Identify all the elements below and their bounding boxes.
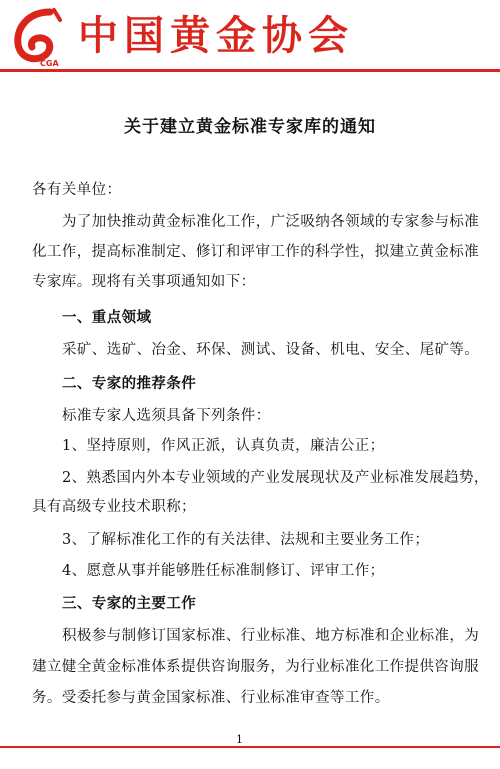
intro-line-1: 为了加快推动黄金标准化工作，广泛吸纳各领域的专家参与标准: [62, 214, 480, 230]
section-3-line-2: 建立健全黄金标准体系提供咨询服务，为行业标准化工作提供咨询服: [32, 659, 479, 675]
intro-line-3: 专家库。现将有关事项通知如下：: [32, 274, 256, 290]
section-2-item-2-line-2: 具有高级专业技术职称；: [32, 499, 196, 515]
footer-rule: [0, 746, 500, 748]
intro-line-2: 化工作，提高标准制定、修订和评审工作的科学性，拟建立黄金标准: [32, 244, 479, 260]
document-title: 关于建立黄金标准专家库的通知: [124, 117, 376, 137]
page-number: 1: [236, 733, 243, 746]
svg-text:CGA: CGA: [40, 59, 59, 68]
section-3-heading: 三、专家的主要工作: [62, 595, 197, 612]
organization-name: 中国黄金协会: [78, 13, 354, 59]
section-2-item-2-line-1: 2、熟悉国内外本专业领域的产业发展现状及产业标准发展趋势，: [62, 470, 489, 486]
section-3-line-1: 积极参与制修订国家标准、行业标准、地方标准和企业标准，为: [62, 628, 480, 644]
section-2-item-4: 4、愿意从事并能够胜任标准制修订、评审工作；: [62, 563, 385, 579]
section-2-heading: 二、专家的推荐条件: [62, 375, 197, 392]
salutation: 各有关单位：: [32, 182, 122, 198]
cga-logo-icon: [10, 6, 70, 68]
section-1-heading: 一、重点领域: [62, 309, 152, 326]
section-3-line-3: 务。受委托参与黄金国家标准、行业标准审查等工作。: [32, 690, 390, 706]
header-rule: [0, 69, 500, 72]
section-2-item-3: 3、了解标准化工作的有关法律、法规和主要业务工作；: [62, 532, 430, 548]
letterhead: [0, 0, 500, 80]
section-2-lead: 标准专家人选须具备下列条件：: [62, 408, 271, 424]
section-1-text: 采矿、选矿、冶金、环保、测试、设备、机电、安全、尾矿等。: [62, 342, 480, 358]
section-2-item-1: 1、坚持原则，作风正派，认真负责，廉洁公正；: [62, 438, 385, 454]
